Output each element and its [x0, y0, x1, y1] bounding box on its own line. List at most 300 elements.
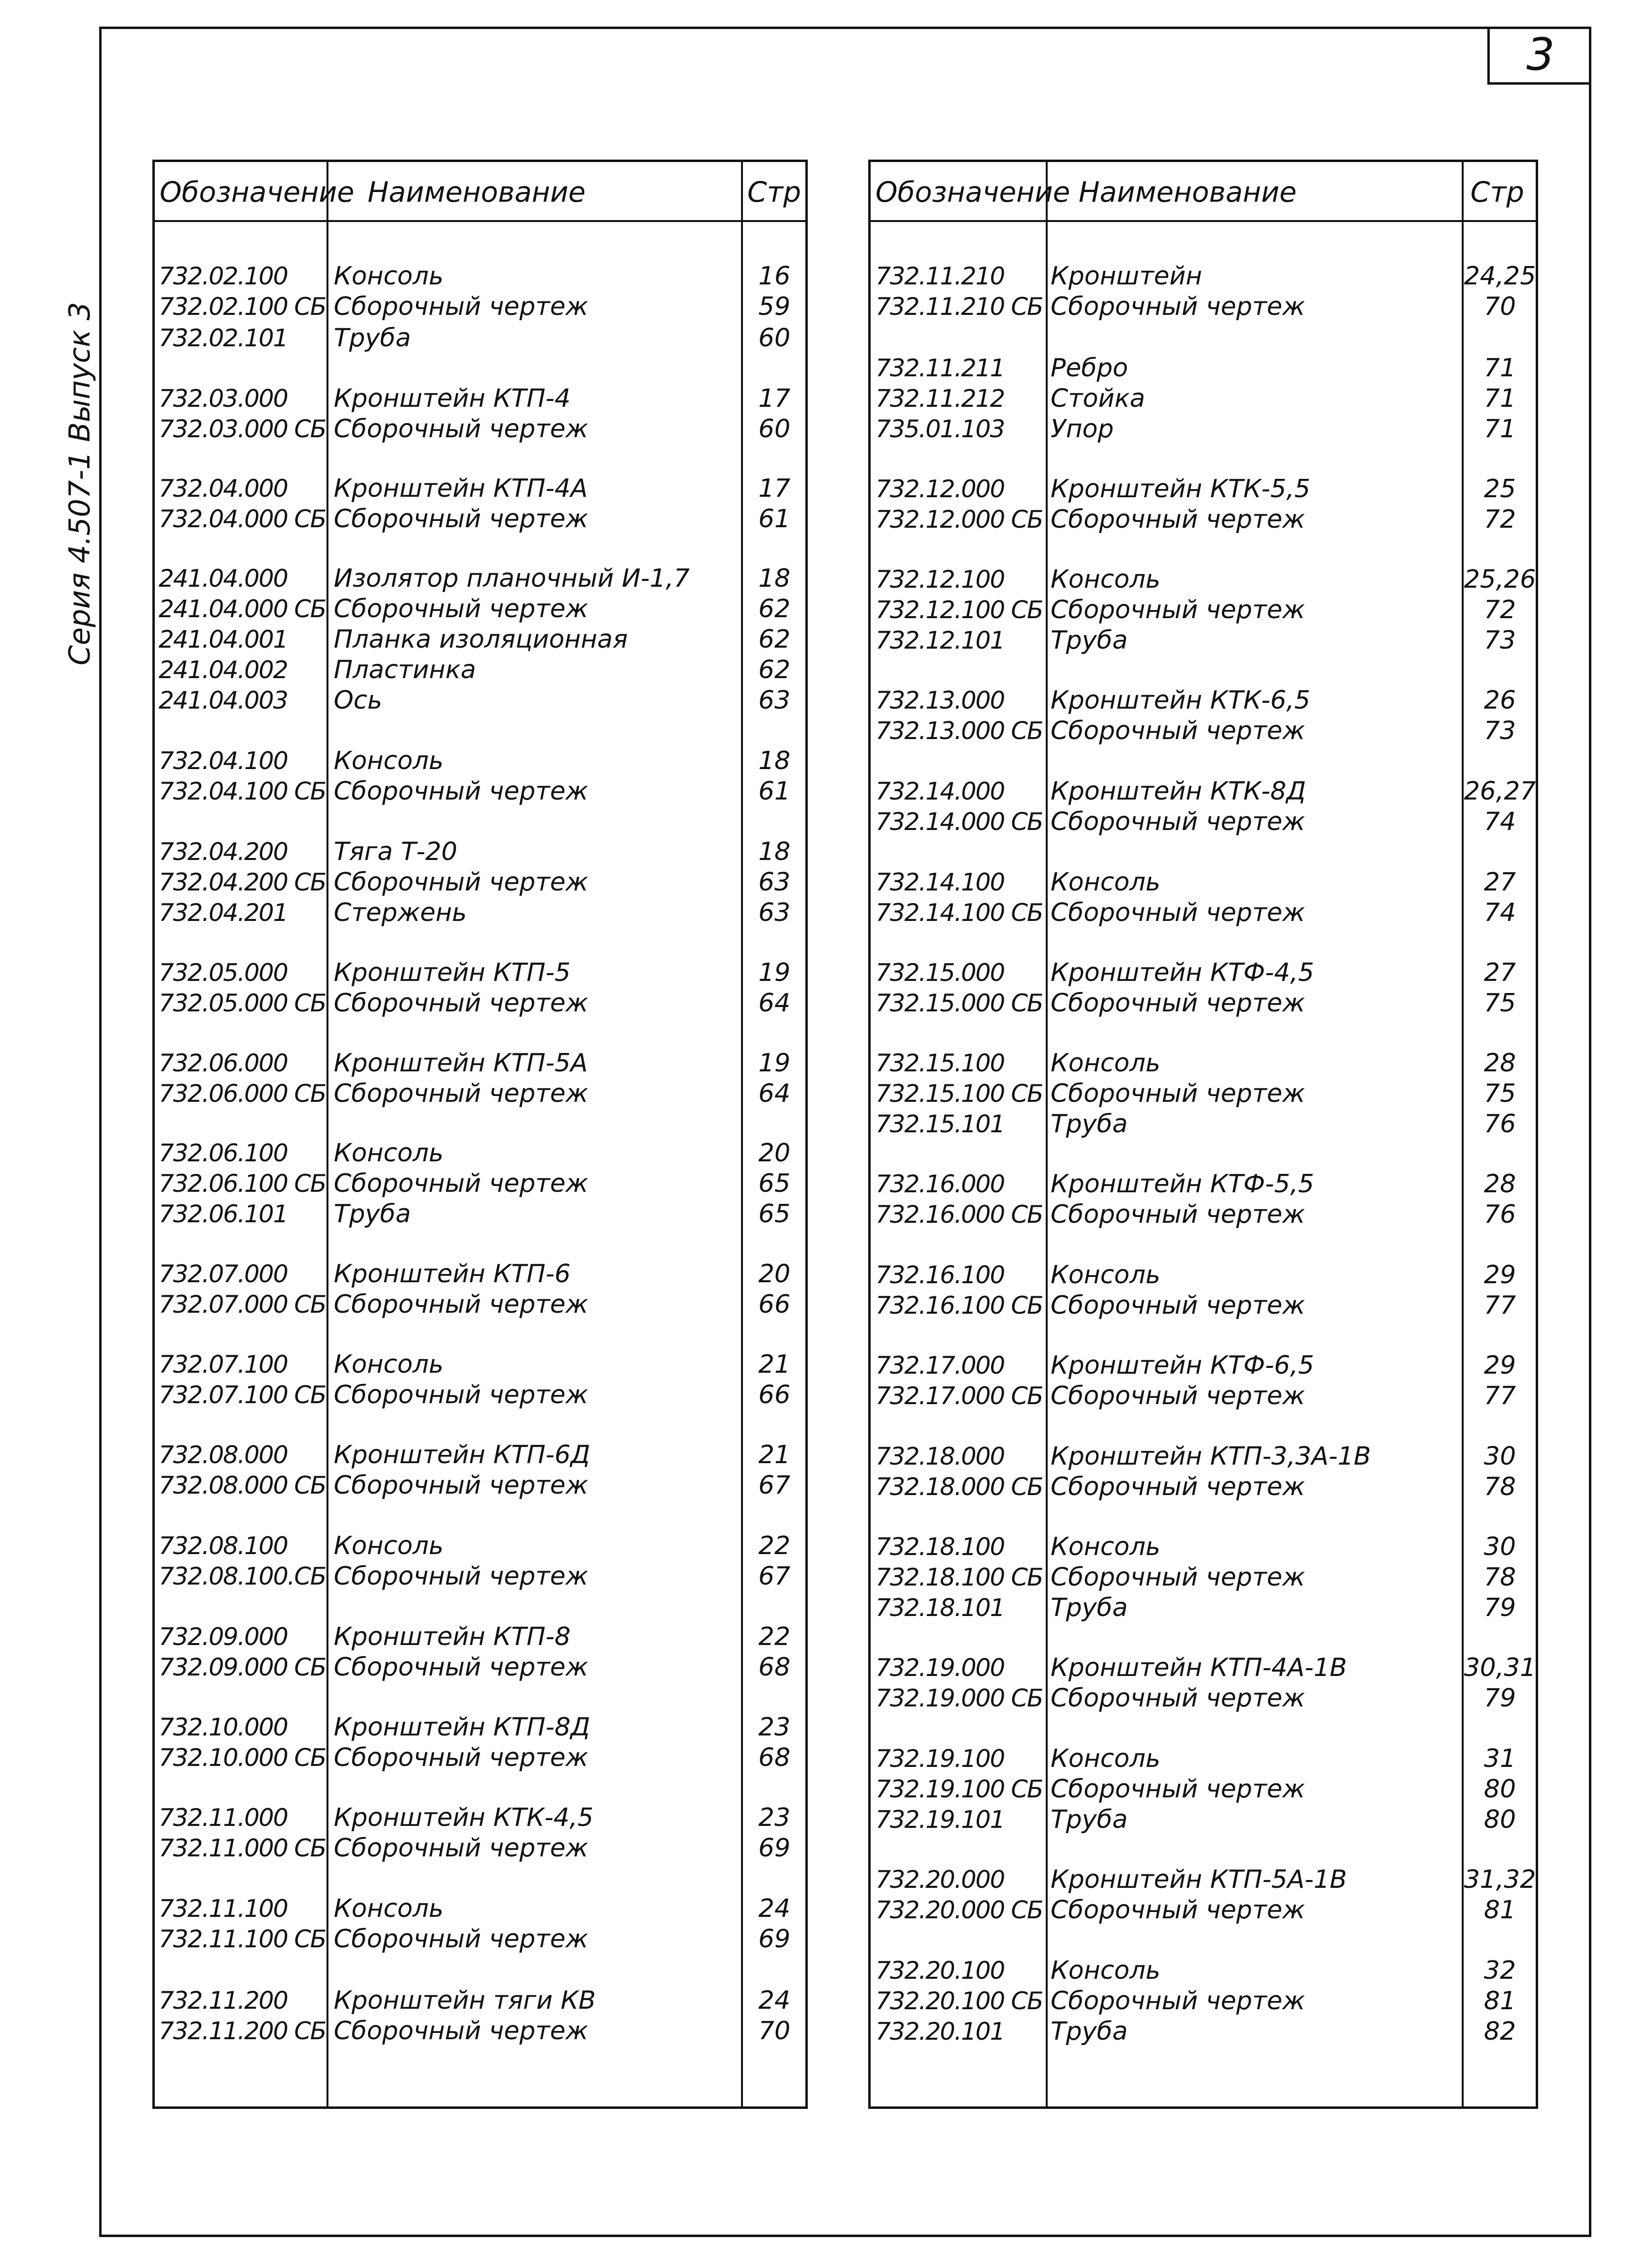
- name-cell: Сборочный чертеж: [334, 292, 588, 321]
- designation-cell: 732.08.100.СБ: [159, 1562, 326, 1590]
- table-row: [155, 776, 805, 806]
- page-cell: 72: [1483, 505, 1516, 534]
- table-row: [871, 504, 1536, 534]
- page-cell: 63: [758, 686, 791, 715]
- name-cell: Сборочный чертеж: [334, 1925, 588, 1954]
- designation-cell: 732.14.000: [875, 777, 1005, 805]
- table-row: [155, 1622, 805, 1652]
- table-row: [871, 414, 1536, 444]
- designation-cell: 732.06.101: [159, 1200, 288, 1228]
- designation-cell: 732.11.200 СБ: [159, 2017, 326, 2045]
- name-cell: Сборочный чертеж: [1051, 292, 1305, 321]
- table-row: [871, 1441, 1536, 1471]
- table-row: [155, 1652, 805, 1682]
- table-row: [871, 685, 1536, 715]
- name-cell: Консоль: [1051, 868, 1161, 897]
- table-row: [871, 474, 1536, 504]
- designation-cell: 735.01.103: [875, 415, 1005, 443]
- name-cell: Труба: [1051, 1805, 1128, 1834]
- name-cell: Консоль: [1051, 1744, 1161, 1773]
- name-cell: Кронштейн КТП-5: [334, 958, 571, 987]
- table-row: [871, 1169, 1536, 1199]
- name-cell: Сборочный чертеж: [1051, 505, 1305, 534]
- page-cell: 75: [1483, 989, 1516, 1018]
- table-row: [155, 1380, 805, 1410]
- page-cell: 76: [1483, 1200, 1516, 1229]
- page-cell: 30,31: [1464, 1653, 1536, 1682]
- table-row: [871, 1200, 1536, 1230]
- table-row: [155, 563, 805, 593]
- table-row: [871, 564, 1536, 594]
- page-cell: 79: [1483, 1593, 1516, 1622]
- page-cell: 20: [758, 1139, 791, 1168]
- table-row: [871, 1593, 1536, 1623]
- page-cell: 65: [758, 1200, 791, 1229]
- name-cell: Сборочный чертеж: [334, 1743, 588, 1772]
- page-cell: 62: [758, 594, 791, 623]
- page-cell: 19: [758, 958, 791, 987]
- table-row: [871, 1805, 1536, 1835]
- table-row: [871, 1381, 1536, 1411]
- contents-table-left: [152, 160, 808, 2109]
- designation-cell: 732.06.100 СБ: [159, 1170, 326, 1198]
- name-cell: Сборочный чертеж: [334, 777, 588, 806]
- table-row: [155, 898, 805, 928]
- designation-cell: 732.10.000: [159, 1713, 288, 1741]
- table-row: [871, 1774, 1536, 1804]
- name-cell: Консоль: [1051, 1260, 1161, 1290]
- page-cell: 68: [758, 1653, 791, 1682]
- page-cell: 72: [1483, 595, 1516, 624]
- designation-cell: 732.13.000 СБ: [875, 717, 1043, 745]
- designation-cell: 732.04.200: [159, 838, 288, 866]
- page-cell: 17: [758, 384, 791, 413]
- designation-cell: 732.11.000 СБ: [159, 1834, 326, 1862]
- designation-cell: 732.02.100: [159, 262, 288, 290]
- designation-cell: 732.09.000: [159, 1623, 288, 1651]
- name-cell: Кронштейн КТП-4А: [334, 474, 588, 503]
- page-cell: 71: [1483, 384, 1516, 413]
- table-row: [871, 353, 1536, 383]
- page-cell: 24: [758, 1894, 791, 1923]
- name-cell: Консоль: [334, 1531, 444, 1560]
- table-row: [871, 1048, 1536, 1078]
- name-cell: Сборочный чертеж: [1051, 1775, 1305, 1804]
- name-cell: Пластинка: [334, 655, 476, 684]
- table-row: [155, 323, 805, 353]
- name-cell: Кронштейн КТП-8Д: [334, 1713, 591, 1742]
- table-row: [155, 1803, 805, 1833]
- name-cell: Сборочный чертеж: [1051, 1079, 1305, 1108]
- designation-cell: 241.04.003: [159, 686, 288, 714]
- designation-cell: 241.04.000 СБ: [159, 595, 326, 623]
- name-cell: Сборочный чертеж: [334, 1562, 588, 1591]
- page-cell: 70: [758, 2016, 791, 2046]
- name-cell: Консоль: [1051, 1049, 1161, 1078]
- designation-cell: 732.15.101: [875, 1110, 1005, 1138]
- page-cell: 67: [758, 1471, 791, 1500]
- designation-cell: 241.04.000: [159, 564, 288, 593]
- page-cell: 75: [1483, 1079, 1516, 1108]
- designation-cell: 732.18.100: [875, 1533, 1005, 1561]
- name-cell: Труба: [1051, 1593, 1128, 1622]
- name-cell: Труба: [1051, 2017, 1128, 2046]
- name-cell: Кронштейн КТП-5А-1В: [1051, 1865, 1347, 1894]
- table-row: [155, 685, 805, 715]
- name-cell: Стойка: [1051, 384, 1145, 413]
- page-cell: 64: [758, 1079, 791, 1108]
- name-cell: Кронштейн КТФ-6,5: [1051, 1351, 1314, 1380]
- table-row: [871, 595, 1536, 625]
- name-cell: Сборочный чертеж: [334, 868, 588, 897]
- header-name: Наименование: [1079, 176, 1297, 208]
- header-code: Обозначение: [160, 176, 355, 208]
- designation-cell: 732.05.000: [159, 959, 288, 987]
- designation-cell: 732.06.000 СБ: [159, 1080, 326, 1108]
- designation-cell: 732.19.000: [875, 1654, 1005, 1682]
- page-cell: 29: [1483, 1351, 1516, 1380]
- table-row: [871, 1109, 1536, 1139]
- name-cell: Сборочный чертеж: [334, 1290, 588, 1319]
- designation-cell: 732.12.101: [875, 626, 1005, 654]
- table-row: [871, 776, 1536, 806]
- designation-cell: 732.10.000 СБ: [159, 1744, 326, 1772]
- designation-cell: 732.08.100: [159, 1532, 288, 1560]
- name-cell: Кронштейн КТК-4,5: [334, 1803, 593, 1832]
- page-cell: 27: [1483, 958, 1516, 987]
- page-cell: 20: [758, 1260, 791, 1289]
- table-row: [155, 261, 805, 291]
- name-cell: Кронштейн КТК-8Д: [1051, 777, 1306, 806]
- designation-cell: 732.14.000 СБ: [875, 808, 1043, 836]
- table-row: [155, 837, 805, 867]
- table-row: [871, 1956, 1536, 1986]
- page-cell: 68: [758, 1743, 791, 1772]
- page-cell: 30: [1483, 1442, 1516, 1471]
- designation-cell: 732.15.000 СБ: [875, 989, 1043, 1017]
- table-row: [155, 384, 805, 414]
- designation-cell: 732.17.000: [875, 1351, 1005, 1379]
- designation-cell: 732.18.101: [875, 1594, 1005, 1622]
- page-cell: 31: [1483, 1744, 1516, 1773]
- designation-cell: 732.11.000: [159, 1804, 288, 1832]
- designation-cell: 732.06.100: [159, 1139, 288, 1167]
- page-cell: 25: [1483, 474, 1516, 504]
- name-cell: Консоль: [334, 1350, 444, 1379]
- name-cell: Консоль: [1051, 1532, 1161, 1561]
- page-cell: 78: [1483, 1472, 1516, 1501]
- page-cell: 26: [1483, 686, 1516, 715]
- page-cell: 32: [1483, 1956, 1516, 1985]
- header-name: Наименование: [368, 176, 586, 208]
- page-cell: 60: [758, 415, 791, 444]
- table-row: [871, 1895, 1536, 1925]
- name-cell: Консоль: [334, 1139, 444, 1168]
- page-cell: 79: [1483, 1684, 1516, 1713]
- table-row: [155, 1349, 805, 1379]
- page-cell: 71: [1483, 354, 1516, 383]
- page-cell: 82: [1483, 2017, 1516, 2046]
- page-cell: 62: [758, 655, 791, 684]
- designation-cell: 732.18.100 СБ: [875, 1563, 1043, 1591]
- page-cell: 22: [758, 1531, 791, 1560]
- page-cell: 70: [1483, 292, 1516, 321]
- name-cell: Сборочный чертеж: [1051, 1684, 1305, 1713]
- table-row: [155, 624, 805, 654]
- page-cell: 28: [1483, 1049, 1516, 1078]
- page-cell: 31,32: [1464, 1865, 1536, 1894]
- page-cell: 66: [758, 1290, 791, 1319]
- designation-cell: 732.18.000 СБ: [875, 1473, 1043, 1501]
- designation-cell: 732.11.211: [875, 354, 1005, 382]
- designation-cell: 732.15.100: [875, 1049, 1005, 1077]
- table-row: [871, 867, 1536, 897]
- series-label: Серия 4.507-1 Выпуск 3: [63, 302, 97, 666]
- page-cell: 59: [758, 292, 791, 321]
- designation-cell: 732.16.000: [875, 1170, 1005, 1198]
- name-cell: Сборочный чертеж: [1051, 898, 1305, 927]
- designation-cell: 732.11.100: [159, 1895, 288, 1923]
- table-row: [155, 1138, 805, 1168]
- table-row: [871, 2016, 1536, 2046]
- table-row: [155, 292, 805, 322]
- designation-cell: 732.20.000: [875, 1866, 1005, 1894]
- designation-cell: 732.11.100 СБ: [159, 1925, 326, 1953]
- name-cell: Сборочный чертеж: [1051, 1986, 1305, 2016]
- designation-cell: 732.19.100 СБ: [875, 1775, 1043, 1803]
- table-row: [871, 988, 1536, 1018]
- designation-cell: 732.18.000: [875, 1442, 1005, 1470]
- name-cell: Упор: [1051, 415, 1114, 444]
- page-cell: 25,26: [1464, 565, 1536, 594]
- header-page: Стр: [1470, 176, 1525, 208]
- table-row: [871, 1472, 1536, 1502]
- designation-cell: 732.11.210 СБ: [875, 293, 1043, 321]
- page-cell: 73: [1483, 626, 1516, 655]
- name-cell: Кронштейн КТК-5,5: [1051, 474, 1310, 504]
- table-row: [871, 716, 1536, 746]
- table-row: [155, 1169, 805, 1199]
- table-row: [155, 1924, 805, 1954]
- table-row: [871, 1532, 1536, 1562]
- name-cell: Сборочный чертеж: [1051, 1291, 1305, 1320]
- page-cell: 26,27: [1464, 777, 1536, 806]
- page-cell: 18: [758, 837, 791, 866]
- name-cell: Сборочный чертеж: [334, 1834, 588, 1863]
- name-cell: Кронштейн КТП-4А-1В: [1051, 1653, 1347, 1682]
- page-cell: 29: [1483, 1260, 1516, 1290]
- page-cell: 21: [758, 1440, 791, 1469]
- designation-cell: 732.04.000 СБ: [159, 505, 326, 533]
- page-cell: 27: [1483, 868, 1516, 897]
- designation-cell: 732.09.000 СБ: [159, 1653, 326, 1681]
- page-cell: 77: [1483, 1291, 1516, 1320]
- name-cell: Планка изоляционная: [334, 625, 628, 654]
- table-row: [155, 655, 805, 685]
- name-cell: Кронштейн КТФ-4,5: [1051, 958, 1314, 987]
- page-cell: 67: [758, 1562, 791, 1591]
- name-cell: Консоль: [334, 1894, 444, 1923]
- page-cell: 18: [758, 746, 791, 775]
- name-cell: Сборочный чертеж: [334, 1380, 588, 1409]
- name-cell: Консоль: [1051, 565, 1161, 594]
- name-cell: Ребро: [1051, 354, 1128, 383]
- designation-cell: 732.14.100: [875, 868, 1005, 896]
- page-cell: 74: [1483, 898, 1516, 927]
- designation-cell: 732.14.100 СБ: [875, 899, 1043, 927]
- name-cell: Труба: [1051, 626, 1128, 655]
- table-row: [871, 958, 1536, 988]
- page-cell: 18: [758, 564, 791, 593]
- table-row: [155, 1894, 805, 1924]
- table-row: [155, 1531, 805, 1561]
- designation-cell: 732.20.100 СБ: [875, 1987, 1043, 2015]
- designation-cell: 732.12.000 СБ: [875, 505, 1043, 534]
- name-cell: Сборочный чертеж: [1051, 1563, 1305, 1592]
- designation-cell: 241.04.001: [159, 625, 288, 653]
- name-cell: Кронштейн КТК-6,5: [1051, 686, 1310, 715]
- name-cell: Сборочный чертеж: [1051, 1896, 1305, 1925]
- table-row: [871, 1865, 1536, 1895]
- page-cell: 65: [758, 1169, 791, 1198]
- name-cell: Сборочный чертеж: [1051, 1472, 1305, 1501]
- designation-cell: 732.02.100 СБ: [159, 293, 326, 321]
- page-cell: 76: [1483, 1110, 1516, 1139]
- name-cell: Сборочный чертеж: [334, 415, 588, 444]
- contents-table-right: [868, 160, 1538, 2109]
- page-cell: 74: [1483, 807, 1516, 836]
- page-cell: 61: [758, 504, 791, 534]
- page-cell: 16: [758, 262, 791, 291]
- name-cell: Тяга Т-20: [334, 837, 458, 866]
- name-cell: Труба: [334, 324, 411, 353]
- designation-cell: 732.17.000 СБ: [875, 1382, 1043, 1410]
- designation-cell: 732.08.000: [159, 1441, 288, 1469]
- page-cell: 64: [758, 989, 791, 1018]
- table-row: [871, 1350, 1536, 1380]
- name-cell: Сборочный чертеж: [1051, 989, 1305, 1018]
- page-cell: 69: [758, 1925, 791, 1954]
- designation-cell: 732.16.100 СБ: [875, 1291, 1043, 1319]
- table-row: [155, 867, 805, 897]
- designation-cell: 732.16.100: [875, 1261, 1005, 1289]
- designation-cell: 732.11.212: [875, 385, 1005, 413]
- page-cell: 80: [1483, 1775, 1516, 1804]
- designation-cell: 732.19.000 СБ: [875, 1684, 1043, 1712]
- name-cell: Сборочный чертеж: [1051, 716, 1305, 745]
- table-row: [871, 292, 1536, 322]
- page-cell: 77: [1483, 1381, 1516, 1410]
- page-cell: 62: [758, 625, 791, 654]
- page-cell: 81: [1483, 1986, 1516, 2016]
- table-row: [155, 1199, 805, 1229]
- designation-cell: 732.07.000 СБ: [159, 1290, 326, 1319]
- table-row: [871, 1653, 1536, 1683]
- table-row: [155, 1986, 805, 2016]
- page-cell: 66: [758, 1380, 791, 1409]
- header-code: Обозначение: [875, 176, 1070, 208]
- designation-cell: 732.04.000: [159, 474, 288, 503]
- table-row: [871, 384, 1536, 414]
- table-row: [155, 474, 805, 504]
- page-cell: 19: [758, 1049, 791, 1078]
- designation-cell: 732.20.101: [875, 2017, 1005, 2046]
- table-row: [155, 1259, 805, 1289]
- name-cell: Сборочный чертеж: [1051, 1200, 1305, 1229]
- table-row: [155, 1743, 805, 1773]
- name-cell: Кронштейн КТФ-5,5: [1051, 1170, 1314, 1199]
- name-cell: Кронштейн КТП-8: [334, 1622, 571, 1651]
- page-cell: 60: [758, 324, 791, 353]
- table-row: [155, 1561, 805, 1591]
- table-row: [155, 1079, 805, 1109]
- table-row: [155, 958, 805, 988]
- table-row: [871, 1744, 1536, 1774]
- name-cell: Стержень: [334, 898, 467, 927]
- table-row: [871, 1290, 1536, 1320]
- name-cell: Кронштейн КТП-4: [334, 384, 571, 413]
- name-cell: Кронштейн: [1051, 262, 1202, 291]
- page-cell: 23: [758, 1713, 791, 1742]
- page-cell: 28: [1483, 1170, 1516, 1199]
- designation-cell: 732.03.000: [159, 385, 288, 413]
- table-row: [155, 1290, 805, 1319]
- page-cell: 23: [758, 1803, 791, 1832]
- table-row: [155, 414, 805, 444]
- table-row: [155, 988, 805, 1018]
- designation-cell: 732.11.200: [159, 1986, 288, 2015]
- designation-cell: 732.04.100 СБ: [159, 777, 326, 805]
- designation-cell: 241.04.002: [159, 656, 288, 684]
- table-row: [155, 1048, 805, 1078]
- name-cell: Кронштейн КТП-6Д: [334, 1440, 591, 1469]
- designation-cell: 732.12.000: [875, 475, 1005, 503]
- designation-cell: 732.15.000: [875, 959, 1005, 987]
- designation-cell: 732.12.100: [875, 565, 1005, 593]
- table-row: [871, 1260, 1536, 1290]
- designation-cell: 732.03.000 СБ: [159, 415, 326, 443]
- name-cell: Сборочный чертеж: [1051, 807, 1305, 836]
- page-cell: 24: [758, 1986, 791, 2015]
- page-cell: 69: [758, 1834, 791, 1863]
- designation-cell: 732.19.101: [875, 1806, 1005, 1834]
- name-cell: Сборочный чертеж: [334, 1169, 588, 1198]
- table-row: [871, 1079, 1536, 1109]
- page-cell: 71: [1483, 415, 1516, 444]
- page-cell: 22: [758, 1622, 791, 1651]
- designation-cell: 732.06.000: [159, 1049, 288, 1077]
- page-cell: 73: [1483, 716, 1516, 745]
- table-row: [155, 1712, 805, 1742]
- name-cell: Сборочный чертеж: [1051, 1381, 1305, 1410]
- designation-cell: 732.13.000: [875, 686, 1005, 714]
- name-cell: Сборочный чертеж: [334, 1471, 588, 1500]
- table-row: [871, 898, 1536, 928]
- table-row: [155, 1440, 805, 1470]
- name-cell: Труба: [334, 1200, 411, 1229]
- page-cell: 21: [758, 1350, 791, 1379]
- name-cell: Труба: [1051, 1110, 1128, 1139]
- table-row: [155, 2016, 805, 2046]
- table-row: [155, 504, 805, 534]
- designation-cell: 732.15.100 СБ: [875, 1080, 1043, 1108]
- name-cell: Сборочный чертеж: [334, 2016, 588, 2046]
- page-cell: 78: [1483, 1563, 1516, 1592]
- table-row: [155, 1470, 805, 1500]
- page-number: 3: [1487, 27, 1591, 85]
- designation-cell: 732.07.000: [159, 1260, 288, 1288]
- designation-cell: 732.07.100: [159, 1350, 288, 1379]
